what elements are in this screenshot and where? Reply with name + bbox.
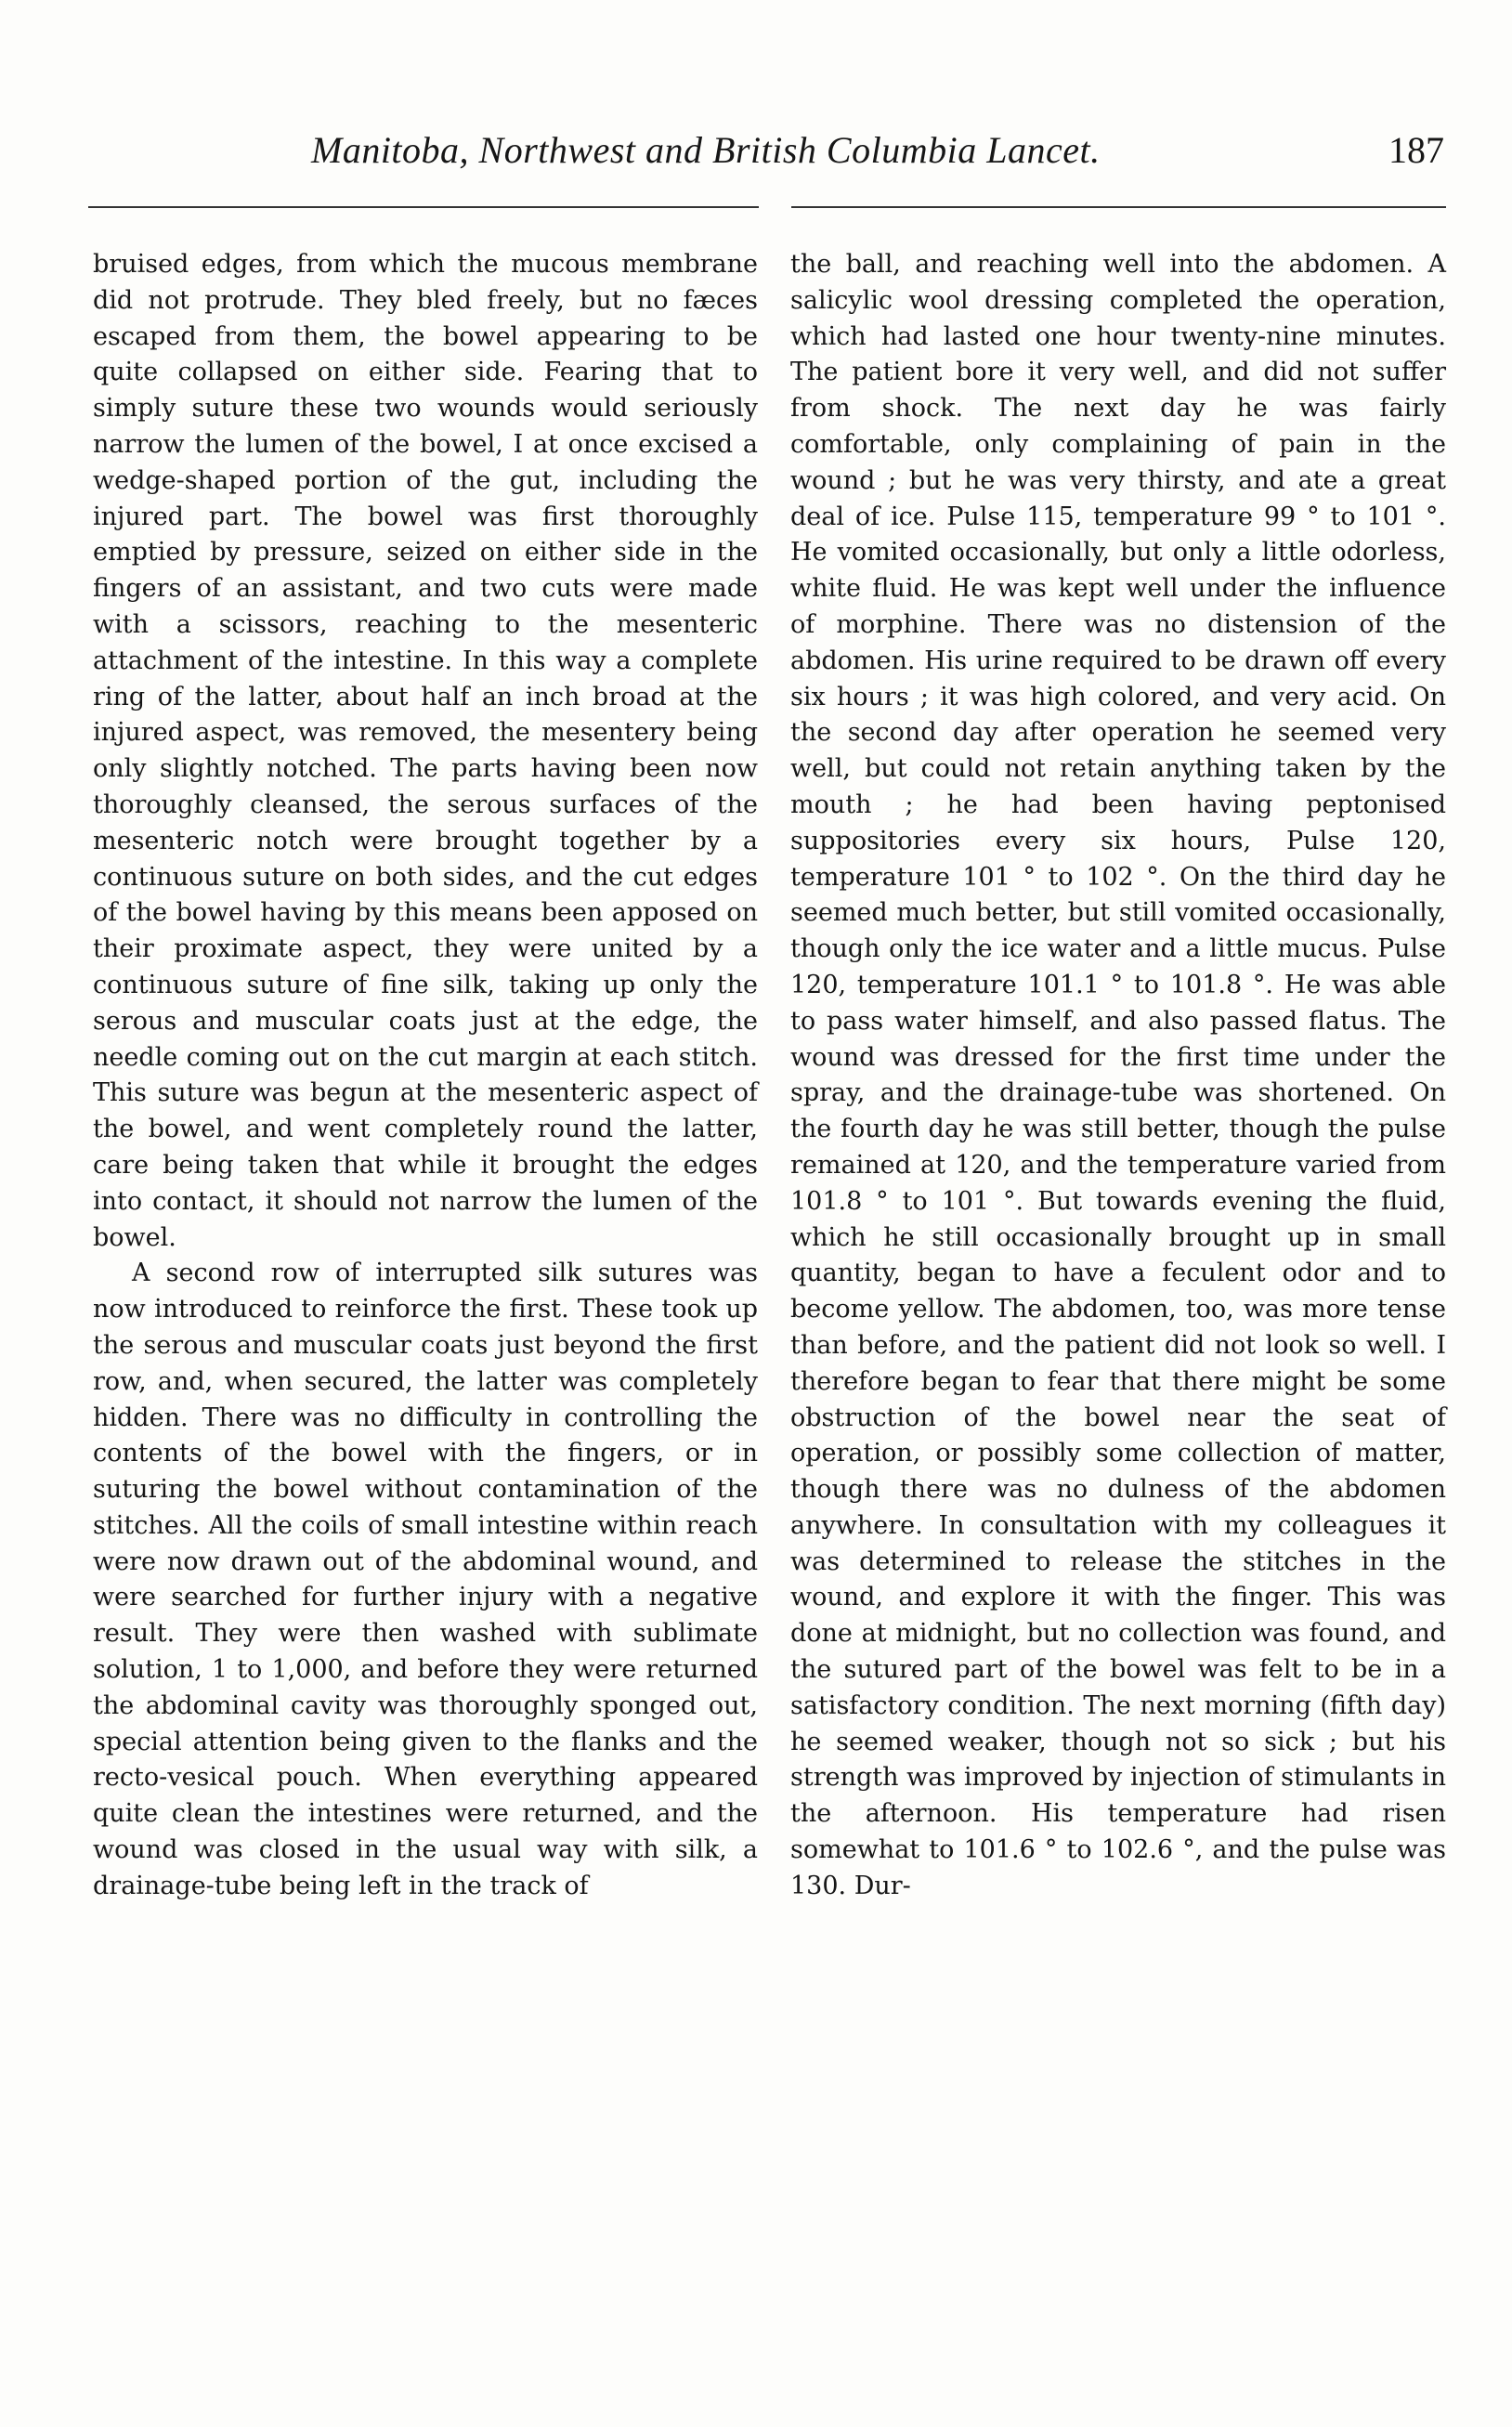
page-header [88, 128, 1444, 180]
running-head: Manitoba, Northwest and British Columbia Lancet. [311, 129, 1101, 171]
left-paragraph-2: A second row of interrupted silk sutures was now introduced to reinforce the first. These took up the serous and muscular coats just beyond the first row, and, when secured, the latter was completely hidden. There was no difficulty in controlling the contents of the bowel with the fingers, or in suturing the bowel without contamination of the stitches. All the coils of small intestine within reach were now drawn out of the abdominal wound, and were searched for further injury with a negative result. They were then washed with sublimate solution, 1 to 1,000, and before they were returned the abdominal cavity was thoroughly sponged out, special attention being given to the flanks and the recto-vesical pouch. When everything appeared quite clean the intestines were returned, and the wound was closed in the usual way with silk, a drainage-tube being left in the track of [93, 1259, 758, 1900]
right-paragraph-1: the ball, and reaching well into the abdomen. A salicylic wool dressing completed the operation, which had lasted one hour twenty-nine minutes. The patient bore it very well, and did not suffer from shock. The next day he was fairly comfortable, only complaining of pain in the wound ; but he was very thirsty, and ate a great deal of ice. Pulse 115, temperature 99 ° to 101 °. He vomited occasionally, but only a little odorless, white fluid. He was kept well under the influence of morphine. There was no distension of the abdomen. His urine required to be drawn off every six hours ; it was high colored, and very acid. On the second day after operation he seemed very well, but could not retain anything taken by the mouth ; he had been having peptonised suppositories every six hours, Pulse 120, temperature 101 ° to 102 °. On the third day he seemed much better, but still vomited occasionally, though only the ice water and a little mucus. Pulse 120, temperature 101.1 ° to 101.8 °. He was able to pass water himself, and also passed flatus. The wound was dressed for the first time under the spray, and the drainage-tube was shortened. On the fourth day he was still better, though the pulse remained at 120, and the temperature varied from 101.8 ° to 101 °. But towards evening the fluid, which he still occasionally brought up in small quantity, began to have a feculent odor and to become yellow. The abdomen, too, was more tense than before, and the patient did not look so well. I therefore began to fear that there might be some obstruction of the bowel near the seat of operation, or possibly some collection of matter, though there was no dulness of the abdomen anywhere. In consultation with my colleagues it was determined to release the stitches in the wound, and explore it with the finger. This was done at midnight, but no collection was found, and the sutured part of the bowel was felt to be in a satisfactory condition. The next morning (fifth day) he seemed weaker, though not so sick ; but his strength was improved by injection of stimulants in the afternoon. His temperature had risen somewhat to 101.6 ° to 102.6 °, and the pulse was 130. Dur- [790, 250, 1446, 1900]
page-number: 187 [1388, 129, 1444, 171]
left-column [93, 247, 758, 1905]
header-rule-left [88, 206, 759, 208]
header-rule-right [791, 206, 1446, 208]
right-column [790, 247, 1446, 1905]
left-paragraph-1: bruised edges, from which the mucous membrane did not protrude. They bled freely, but no fæces escaped from them, the bowel appearing to be quite collapsed on either side. Fearing that to simply suture these two wounds would seriously narrow the lumen of the bowel, I at once excised a wedge-shaped portion of the gut, including the injured part. The bowel was first thoroughly emptied by pressure, seized on either side in the fingers of an assistant, and two cuts were made with a scissors, reaching to the mesenteric attachment of the intestine. In this way a complete ring of the latter, about half an inch broad at the injured aspect, was removed, the mesentery being only slightly notched. The parts having been now thoroughly cleansed, the serous surfaces of the mesenteric notch were brought together by a continuous suture on both sides, and the cut edges of the bowel having by this means been apposed on their proximate aspect, they were united by a continuous suture of fine silk, taking up only the serous and muscular coats just at the edge, the needle coming out on the cut margin at each stitch. This suture was begun at the mesenteric aspect of the bowel, and went completely round the latter, care being taken that while it brought the edges into contact, it should not narrow the lumen of the bowel. [93, 250, 758, 1252]
